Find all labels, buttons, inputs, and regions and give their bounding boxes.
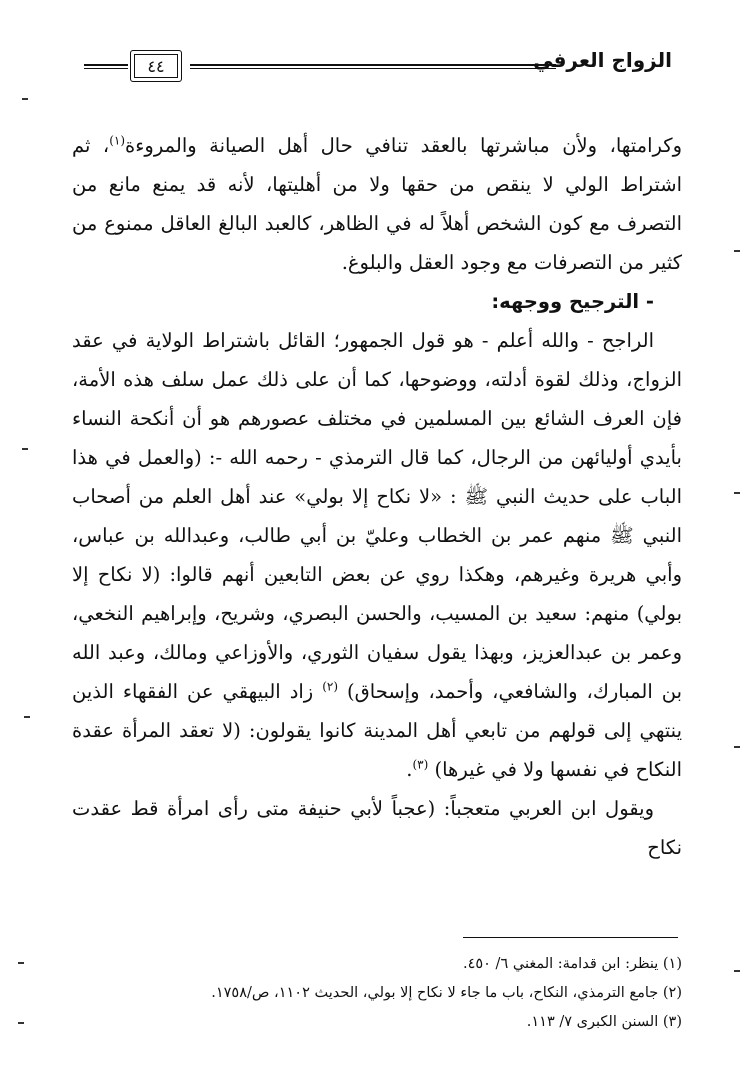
footnote-ref-3: (٣) bbox=[412, 757, 429, 772]
paragraph-1: وكرامتها، ولأن مباشرتها بالعقد تنافي حال أهل الصيانة والمروءة$^{(١)}$، ثم اشتراط الولي لا ينقص من حقها ولا من أهليتها، لأنه قد يمنع مانع من التصرف مع كون الشخص أهلاً له في الظاهر، كالعبد البالغ العاقل ممنوع من كثير من التصرفات مع وجود العقل والبلوغ. bbox=[72, 133, 682, 274]
page-header bbox=[50, 46, 672, 86]
margin-mark bbox=[22, 448, 28, 450]
main-text bbox=[72, 126, 682, 867]
margin-mark bbox=[18, 1022, 24, 1024]
header-rule-left bbox=[84, 64, 128, 69]
paragraph-3: ويقول ابن العربي متعجباً: (عجباً لأبي حنيفة متى رأى امرأة قط عقدت نكاح bbox=[72, 797, 682, 859]
footnote-3: (٣) السنن الكبرى ٧/ ١١٣. bbox=[526, 1014, 682, 1030]
running-title: الزواج العرفي bbox=[533, 48, 672, 72]
margin-mark bbox=[734, 970, 740, 972]
margin-mark bbox=[24, 716, 30, 718]
footnote-2: (٢) جامع الترمذي، النكاح، باب ما جاء لا نكاح إلا بولي، الحديث ١١٠٢، ص/١٧٥٨. bbox=[211, 985, 682, 1001]
section-heading: - الترجيح ووجهه: bbox=[491, 290, 654, 313]
footnote-1: (١) ينظر: ابن قدامة: المغني ٦/ ٤٥٠. bbox=[462, 956, 682, 972]
margin-mark bbox=[734, 746, 740, 748]
margin-mark bbox=[18, 962, 24, 964]
footnotes bbox=[72, 950, 682, 1037]
footnote-separator bbox=[463, 937, 678, 938]
page-number: ٤٤ bbox=[130, 50, 182, 82]
margin-mark bbox=[22, 98, 28, 100]
footnote-ref-1: (١) bbox=[109, 133, 126, 148]
footnote-ref-2: (٢) bbox=[322, 679, 339, 694]
margin-mark bbox=[734, 492, 740, 494]
header-rule bbox=[190, 64, 556, 69]
margin-mark bbox=[734, 250, 740, 252]
paragraph-2: الراجح - والله أعلم - هو قول الجمهور؛ القائل باشتراط الولاية في عقد الزواج، وذلك لقوة أدلته، ووضوحها، كما أن على ذلك عمل سلف هذه الأمة، فإن العرف الشائع بين المسلمين في مختلف عصورهم هو أن أنكحة النساء بأيدي أوليائهن من الرجال، كما قال الترمذي - رحمه الله -: (والعمل في هذا الباب على حديث النبي ﷺ : «لا نكاح إلا بولي» عند أهل العلم من أصحاب النبي ﷺ منهم عمر بن الخطاب وعليّ بن أبي طالب، وعبدالله بن عباس، وأبي هريرة وغيرهم، وهكذا روي عن بعض التابعين أنهم قالوا: (لا نكاح إلا بولي) منهم: سعيد بن المسيب، والحسن البصري، وشريح، وإبراهيم النخعي، وعمر بن عبدالعزيز، وبهذا يقول سفيان الثوري، والأوزاعي ومالك، وعبد الله بن المبارك، والشافعي، وأحمد، وإسحاق) $^{(٢)}$ زاد البيهقي عن الفقهاء الذين ينتهي إلى قولهم من تابعي أهل المدينة كانوا يقولون: (لا تعقد المرأة عقدة النكاح في نفسها ولا في غيرها) $^{(٣)}$. bbox=[72, 329, 683, 781]
